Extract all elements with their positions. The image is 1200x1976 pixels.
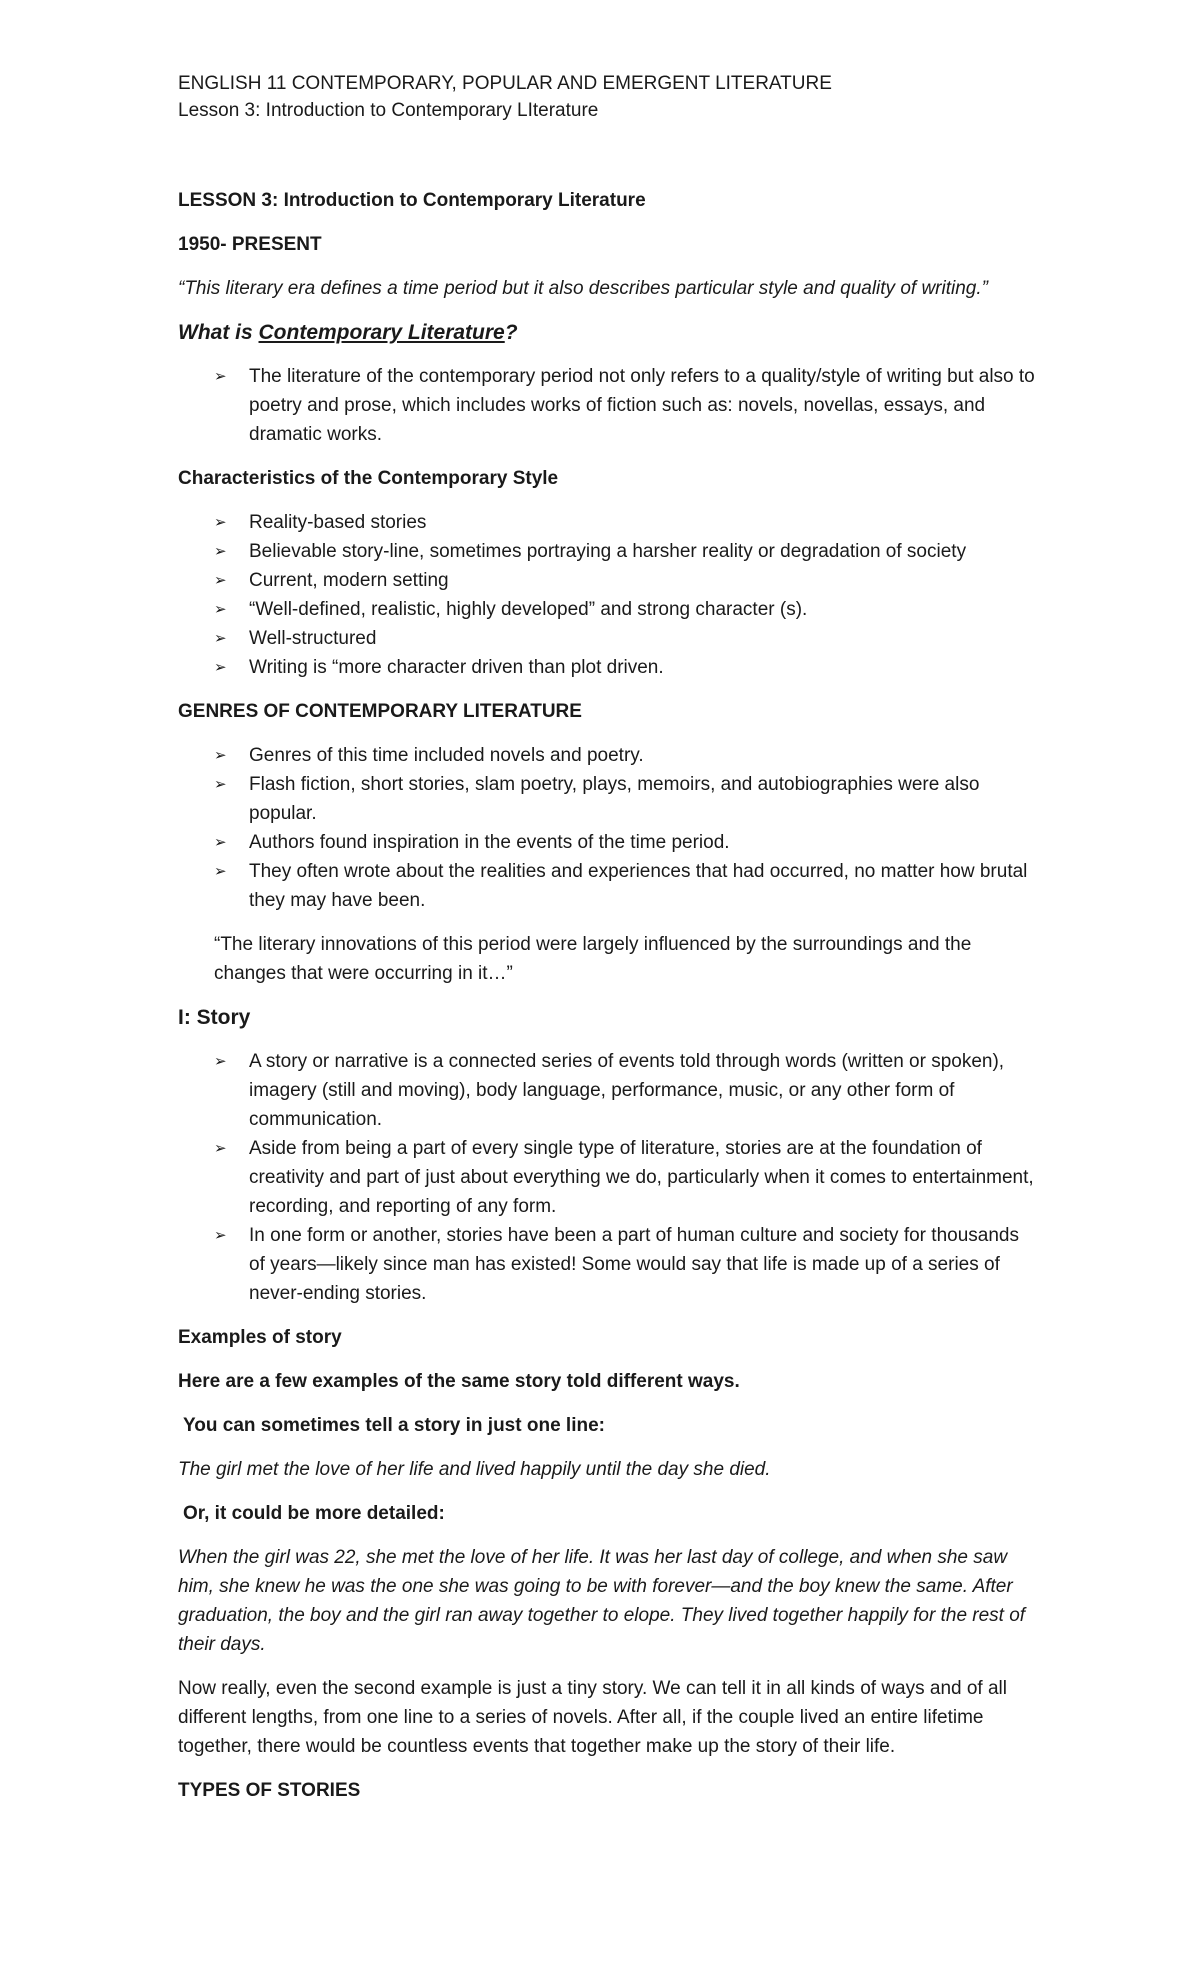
list-item — [178, 741, 1038, 770]
list-item — [178, 828, 1038, 857]
bullet-arrow-icon: ➢ — [214, 514, 227, 531]
bullet-arrow-icon: ➢ — [214, 1140, 227, 1157]
list-item — [178, 566, 1038, 595]
bullet-arrow-icon: ➢ — [214, 543, 227, 560]
list-item-text: Flash fiction, short stories, slam poetry, plays, memoirs, and autobiographies were also popular. — [249, 774, 980, 824]
one-line-example: The girl met the love of her life and lived happily until the day she died. — [178, 1459, 771, 1480]
period-heading: 1950- PRESENT — [178, 234, 322, 255]
list-item — [178, 857, 1038, 915]
list-item — [178, 595, 1038, 624]
list-item-text: Well-structured — [249, 628, 377, 649]
lesson-title: LESSON 3: Introduction to Contemporary Literature — [178, 190, 646, 211]
genres-quote: “The literary innovations of this period were largely influenced by the surroundings and the changes that were occurring in it…” — [214, 934, 972, 984]
characteristics-list — [178, 508, 1038, 682]
bullet-arrow-icon: ➢ — [214, 630, 227, 647]
types-heading: TYPES OF STORIES — [178, 1780, 361, 1801]
bullet-arrow-icon: ➢ — [214, 776, 227, 793]
list-item-text: A story or narrative is a connected series of events told through words (written or spoken), imagery (still and moving), body language, performance, music, or any other form of communication. — [249, 1051, 1005, 1130]
bullet-arrow-icon: ➢ — [214, 368, 227, 385]
genres-heading: GENRES OF CONTEMPORARY LITERATURE — [178, 701, 582, 722]
list-item — [178, 1047, 1038, 1134]
genres-list — [178, 741, 1038, 915]
list-item-text: Aside from being a part of every single type of literature, stories are at the foundation of creativity and part of just about everything we do, particularly when it comes to entertainment, recording, and reporting of any form. — [249, 1138, 1034, 1217]
examples-closing: Now really, even the second example is just a tiny story. We can tell it in all kinds of ways and of all different lengths, from one line to a series of novels. After all, if the couple lived an entire lifetime together, there would be countless events that together make up the story of their life. — [178, 1678, 1007, 1757]
detailed-label: Or, it could be more detailed: — [183, 1503, 445, 1524]
header-lesson: Lesson 3: Introduction to Contemporary LIterature — [178, 100, 599, 121]
bullet-arrow-icon: ➢ — [214, 572, 227, 589]
bullet-arrow-icon: ➢ — [214, 1227, 227, 1244]
examples-intro: Here are a few examples of the same story told different ways. — [178, 1371, 740, 1392]
bullet-arrow-icon: ➢ — [214, 747, 227, 764]
page-header — [178, 70, 1038, 124]
list-item-text: They often wrote about the realities and experiences that had occurred, no matter how brutal they may have been. — [249, 861, 1028, 911]
what-is-suffix: ? — [504, 321, 518, 344]
what-is-list — [178, 362, 1038, 449]
list-item — [178, 653, 1038, 682]
list-item — [178, 508, 1038, 537]
list-item-text: Authors found inspiration in the events of the time period. — [249, 832, 730, 853]
what-is-heading — [178, 318, 1038, 347]
story-heading: I: Story — [178, 1006, 251, 1029]
intro-quote: “This literary era defines a time period but it also describes particular style and quality of writing.” — [178, 278, 988, 299]
list-item — [178, 1221, 1038, 1308]
what-is-prefix: What is — [178, 321, 259, 344]
bullet-arrow-icon: ➢ — [214, 601, 227, 618]
list-item-text: Reality-based stories — [249, 512, 427, 533]
story-list — [178, 1047, 1038, 1308]
document-body — [178, 70, 1038, 1820]
list-item-text: The literature of the contemporary period not only refers to a quality/style of writing but also to poetry and prose, which includes works of fiction such as: novels, novellas, essays, and dramatic works. — [249, 366, 1035, 445]
list-item-text: Believable story-line, sometimes portraying a harsher reality or degradation of society — [249, 541, 967, 562]
examples-heading: Examples of story — [178, 1327, 342, 1348]
one-line-label: You can sometimes tell a story in just one line: — [183, 1415, 605, 1436]
list-item — [178, 770, 1038, 828]
bullet-arrow-icon: ➢ — [214, 863, 227, 880]
header-course: ENGLISH 11 CONTEMPORARY, POPULAR AND EMERGENT LITERATURE — [178, 73, 832, 94]
list-item — [178, 362, 1038, 449]
list-item — [178, 537, 1038, 566]
list-item — [178, 624, 1038, 653]
detailed-example: When the girl was 22, she met the love of her life. It was her last day of college, and when she saw him, she knew he was the one she was going to be with forever—and the boy knew the same. After graduation, the boy and the girl ran away together to elope. They lived together happily for the rest of their days. — [178, 1547, 1026, 1655]
bullet-arrow-icon: ➢ — [214, 834, 227, 851]
bullet-arrow-icon: ➢ — [214, 1053, 227, 1070]
list-item-text: Writing is “more character driven than plot driven. — [249, 657, 664, 678]
characteristics-heading: Characteristics of the Contemporary Style — [178, 468, 559, 489]
list-item-text: In one form or another, stories have been a part of human culture and society for thousands of years—likely since man has existed! Some would say that life is made up of a series of never-ending stories. — [249, 1225, 1019, 1304]
list-item-text: “Well-defined, realistic, highly developed” and strong character (s). — [249, 599, 808, 620]
list-item — [178, 1134, 1038, 1221]
bullet-arrow-icon: ➢ — [214, 659, 227, 676]
list-item-text: Current, modern setting — [249, 570, 449, 591]
what-is-term: Contemporary Literature — [258, 321, 505, 344]
list-item-text: Genres of this time included novels and poetry. — [249, 745, 644, 766]
